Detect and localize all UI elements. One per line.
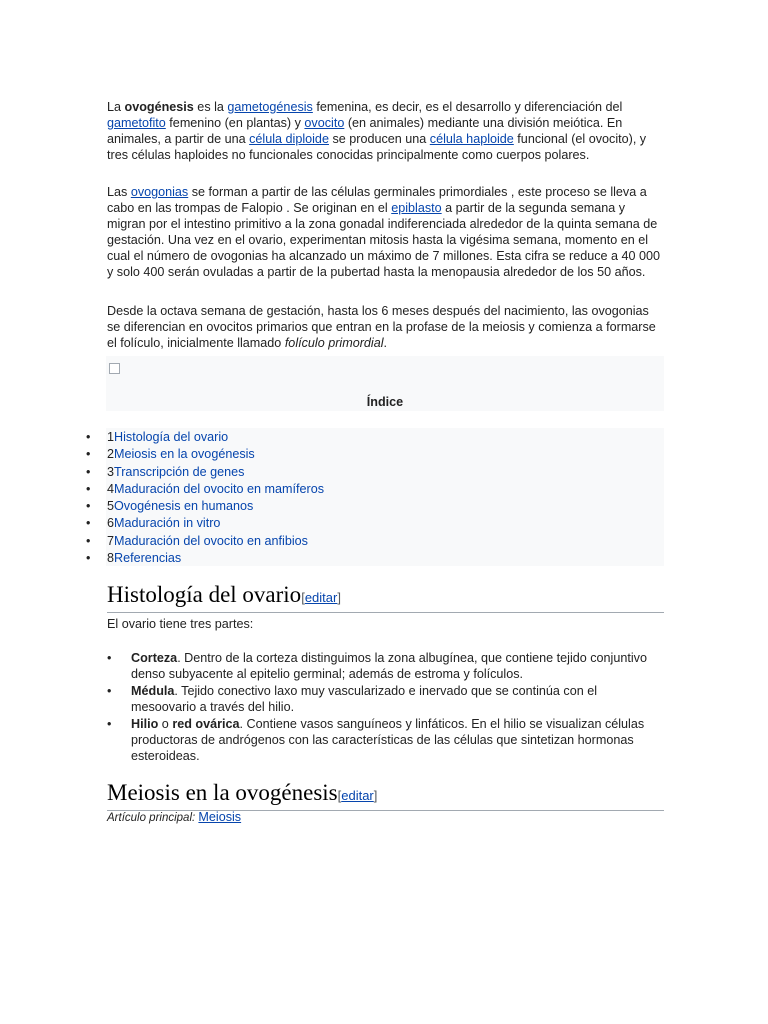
edit-link[interactable]: editar	[304, 590, 338, 605]
toc-item-maduracion-anfibios[interactable]	[86, 533, 324, 550]
text: Desde la octava semana de gestación, hasta los 6 meses después del nacimiento, las ovogonias se diferencian en ovocitos primarios que entran en la profase de la meiosis y comienza a formarse el folículo, inicialmente llamado	[107, 304, 656, 350]
text: . Dentro de la corteza distinguimos la zona albugínea, que contiene tejido conjuntivo denso subyacente al epitelio germinal; además de estroma y folículos.	[131, 651, 647, 681]
toc-link[interactable]: Maduración in vitro	[114, 516, 221, 531]
bracket: ]	[373, 788, 378, 803]
toc-header	[106, 356, 664, 411]
list-item-corteza	[107, 650, 664, 682]
text: se forman a partir de las células germinales primordiales , este proceso se lleva a cabo en las trompas de Falopio . Se originan en el	[107, 185, 647, 215]
toc-item-ovogenesis-humanos[interactable]	[86, 498, 324, 515]
toc-item-maduracion-mamiferos[interactable]	[86, 481, 324, 498]
toc-item-referencias[interactable]	[86, 550, 324, 567]
text: funcional (el ovocito), y tres células haploides no funcionales conocidas principalmente como cuerpos polares.	[107, 132, 647, 162]
toc-link[interactable]: Maduración del ovocito en anfibios	[114, 533, 308, 548]
text: femenino (en plantas) y	[165, 116, 305, 130]
toc-number: 8	[107, 551, 115, 566]
toc-number: 1	[107, 430, 115, 444]
toc-item-meiosis[interactable]	[86, 446, 324, 463]
list-item-medula	[107, 683, 664, 715]
text: se producen una	[328, 132, 430, 146]
toc-item-histologia[interactable]	[86, 429, 324, 446]
bullet: •	[86, 430, 91, 444]
bullet: •	[107, 684, 112, 698]
text: o	[158, 717, 173, 731]
term: Médula	[131, 684, 175, 698]
hatnote-label: Artículo principal:	[107, 812, 199, 824]
paragraph-intro	[107, 99, 664, 163]
toc-item-transcripcion[interactable]	[86, 464, 324, 481]
bullet: •	[86, 551, 91, 566]
edit-section	[338, 788, 378, 803]
edit-section	[301, 590, 341, 605]
text: . Tejido conectivo laxo muy vascularizado e inervado que se continúa con el mesoovario a través del hilio.	[131, 684, 597, 714]
link-ovocito[interactable]: ovocito	[304, 116, 345, 130]
section-heading-histologia	[107, 581, 664, 613]
text: .	[383, 336, 388, 350]
bullet: •	[107, 717, 112, 731]
toc-toggle-checkbox[interactable]	[109, 363, 120, 374]
list-item-hilio	[107, 716, 664, 764]
hatnote-main-article	[107, 810, 241, 824]
toc-number: 7	[107, 533, 115, 548]
toc-list	[86, 429, 324, 567]
link-celula-haploide[interactable]: célula haploide	[429, 132, 514, 146]
paragraph-diferenciacion	[107, 303, 664, 351]
text: femenina, es decir, es el desarrollo y diferenciación del	[312, 100, 623, 114]
toc-link[interactable]: Referencias	[114, 551, 182, 566]
text: La	[107, 100, 125, 114]
term: red ovárica	[172, 717, 240, 731]
text: Las	[107, 185, 131, 199]
paragraph-ovario-partes: El ovario tiene tres partes:	[107, 617, 254, 631]
toc-number: 5	[107, 499, 115, 514]
term: Corteza	[131, 651, 178, 665]
term-ovogenesis: ovogénesis	[124, 100, 194, 114]
bullet: •	[86, 499, 91, 514]
link-gametogenesis[interactable]: gametogénesis	[227, 100, 313, 114]
term-foliculo-primordial: folículo primordial	[284, 336, 384, 350]
text: es la	[193, 100, 228, 114]
section-heading-meiosis	[107, 779, 664, 811]
bullet: •	[86, 447, 91, 462]
bullet: •	[107, 651, 112, 665]
toc-number: 3	[107, 464, 115, 479]
heading-text: Meiosis en la ovogénesis	[107, 780, 338, 805]
bracket: ]	[337, 590, 341, 605]
bracket: [	[301, 590, 305, 605]
toc-link[interactable]: Maduración del ovocito en mamíferos	[114, 481, 325, 496]
toc-number: 4	[107, 481, 115, 496]
toc-link[interactable]: Transcripción de genes	[114, 464, 245, 479]
toc-link[interactable]: Ovogénesis en humanos	[114, 499, 254, 514]
link-epiblasto[interactable]: epiblasto	[391, 201, 442, 215]
edit-link[interactable]: editar	[341, 788, 374, 803]
bullet: •	[86, 533, 91, 548]
text: (en animales) mediante una división meiótica. En animales, a partir de una	[107, 116, 623, 146]
paragraph-ovogonias	[107, 184, 664, 280]
toc-link[interactable]: Histología del ovario	[114, 430, 229, 444]
term: Hilio	[131, 717, 159, 731]
link-celula-diploide[interactable]: célula diploide	[249, 132, 329, 146]
link-gametofito[interactable]: gametofito	[107, 116, 166, 130]
text: . Contiene vasos sanguíneos y linfáticos. En el hilio se visualizan células productoras de andrógenos con las características de las células que sintetizan hormonas esteroideas.	[131, 717, 645, 763]
bullet: •	[86, 481, 91, 496]
toc-item-maduracion-in-vitro[interactable]	[86, 515, 324, 532]
ovary-parts-list	[107, 650, 664, 765]
toc-link[interactable]: Meiosis en la ovogénesis	[114, 447, 255, 462]
bullet: •	[86, 464, 91, 479]
link-meiosis[interactable]: Meiosis	[198, 810, 242, 824]
link-ovogonias[interactable]: ovogonias	[130, 185, 189, 199]
heading-text: Histología del ovario	[107, 582, 302, 607]
toc-number: 2	[107, 447, 115, 462]
bullet: •	[86, 516, 91, 531]
bracket: [	[337, 788, 342, 803]
text: a partir de la segunda semana y migran por el intestino primitivo a la zona gonadal indiferenciada alrededor de la quinta semana de gestación. Una vez en el ovario, experimentan mitosis hasta la vigésima semana, momento en el cual el número de ovogonias ha alcanzado un máximo de 7 millones. Esta cifra se reduce a 40 000 y solo 400 serán ovuladas a partir de la pubertad hasta la menopausia alrededor de los 50 años.	[107, 201, 661, 279]
toc-number: 6	[107, 516, 115, 531]
toc-title: Índice	[366, 395, 404, 409]
